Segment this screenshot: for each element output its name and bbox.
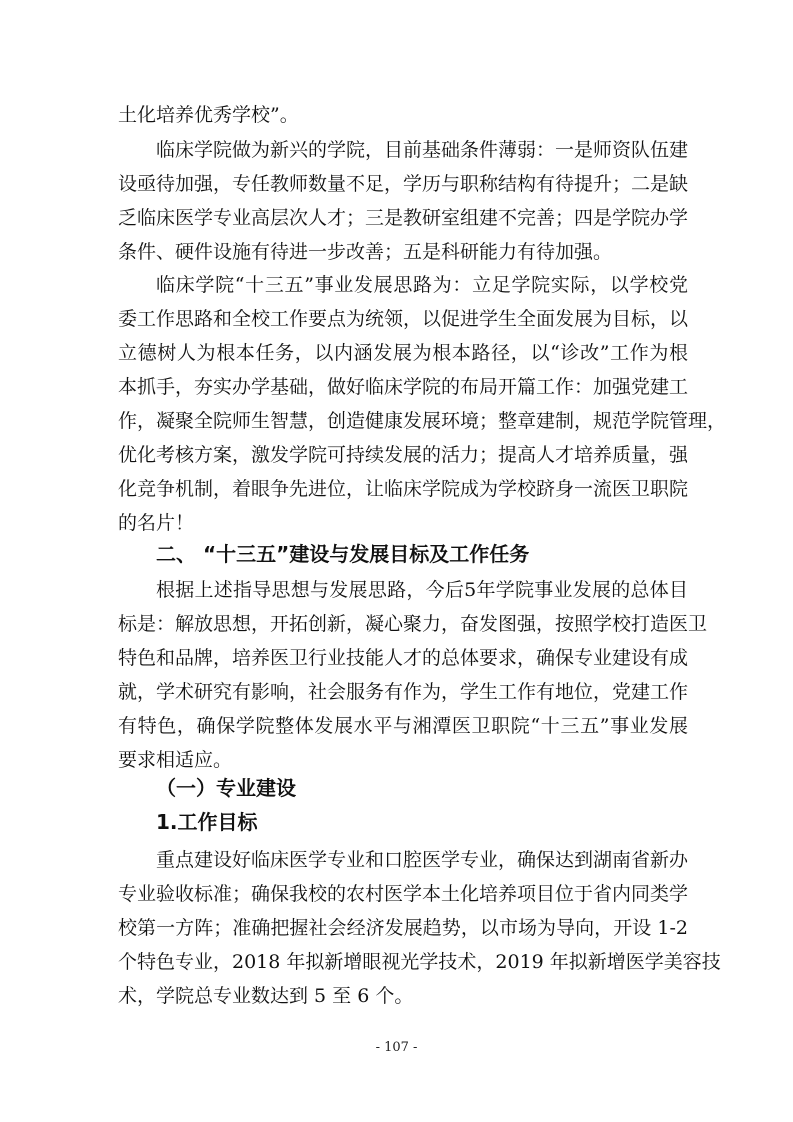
paragraph-thinking-line: 临床学院“十三五”事业发展思路为：立足学院实际，以学校党 <box>156 274 688 296</box>
paragraph-goals-line: 根据上述指导思想与发展思路，今后5年学院事业发展的总体目 <box>156 579 688 601</box>
paragraph-intro-end-line: 土化培养优秀学校”。 <box>118 104 299 126</box>
paragraph-weakness-line: 临床学院做为新兴的学院，目前基础条件薄弱：一是师资队伍建 <box>156 139 689 161</box>
paragraph-goals-line: 就，学术研究有影响，社会服务有作为，学生工作有地位，党建工作 <box>118 681 689 703</box>
paragraph-thinking-line: 的名片！ <box>118 512 195 534</box>
paragraph-target-line: 校第一方阵；准确把握社会经济发展趋势，以市场为导向，开设 1-2 <box>118 917 688 939</box>
paragraph-thinking-line: 立德树人为根本任务，以内涵发展为根本路径，以“诊改”工作为根 <box>118 342 688 364</box>
section-heading: 二、 “十三五”建设与发展目标及工作任务 <box>156 542 530 566</box>
paragraph-weakness-line: 条件、硬件设施有待进一步改善；五是科研能力有待加强。 <box>118 241 613 263</box>
paragraph-target-line: 个特色专业，2018 年拟新增眼视光学技术，2019 年拟新增医学美容技 <box>118 951 721 973</box>
paragraph-target-line: 术，学院总专业数达到 5 至 6 个。 <box>118 985 414 1007</box>
paragraph-weakness-line: 设亟待加强，专任教师数量不足，学历与职称结构有待提升；二是缺 <box>118 173 689 195</box>
paragraph-goals-line: 标是：解放思想，开拓创新，凝心聚力，奋发图强，按照学校打造医卫 <box>118 613 708 635</box>
paragraph-thinking-line: 本抓手，夯实办学基础，做好临床学院的布局开篇工作：加强党建工 <box>118 376 689 398</box>
subsection-heading: （一）专业建设 <box>156 776 296 800</box>
paragraph-thinking-line: 优化考核方案，激发学院可持续发展的活力；提高人才培养质量，强 <box>118 444 689 466</box>
paragraph-weakness-line: 乏临床医学专业高层次人才；三是教研室组建不完善；四是学院办学 <box>118 207 689 229</box>
paragraph-goals-line: 特色和品牌，培养医卫行业技能人才的总体要求，确保专业建设有成 <box>118 647 689 669</box>
paragraph-thinking-line: 化竞争机制，着眼争先进位，让临床学院成为学校跻身一流医卫职院 <box>118 478 689 500</box>
page-number: - 107 - <box>375 1040 418 1055</box>
paragraph-target-line: 专业验收标准；确保我校的农村医学本土化培养项目位于省内同类学 <box>118 883 689 905</box>
paragraph-thinking-line: 作，凝聚全院师生智慧，创造健康发展环境；整章建制，规范学院管理， <box>118 410 727 432</box>
subsubsection-heading: 1.工作目标 <box>156 810 258 834</box>
paragraph-goals-line: 有特色，确保学院整体发展水平与湘潭医卫职院“十三五”事业发展 <box>118 715 688 737</box>
paragraph-goals-line: 要求相适应。 <box>118 749 233 771</box>
paragraph-thinking-line: 委工作思路和全校工作要点为统领，以促进学生全面发展为目标，以 <box>118 308 689 330</box>
paragraph-target-line: 重点建设好临床医学专业和口腔医学专业，确保达到湖南省新办 <box>156 849 689 871</box>
